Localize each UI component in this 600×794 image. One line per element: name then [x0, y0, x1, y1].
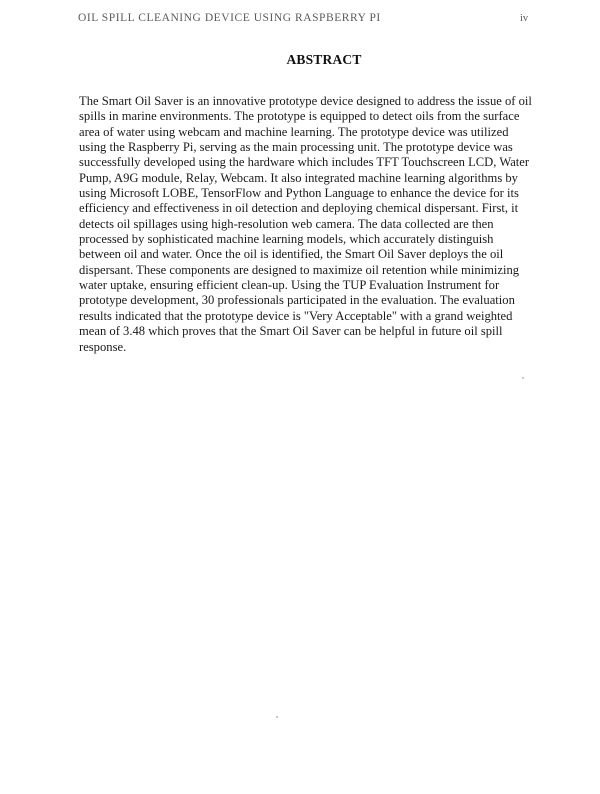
page-header — [78, 12, 528, 28]
abstract-line: spills in marine environments. The prototype is equipped to detect oils from the surface — [79, 109, 520, 124]
abstract-line: The Smart Oil Saver is an innovative prototype device designed to address the issue of oil — [79, 94, 532, 108]
page-number: iv — [520, 13, 529, 24]
abstract-line: processed by sophisticated machine learning models, which accurately distinguish — [79, 232, 494, 247]
abstract-line: mean of 3.48 which proves that the Smart Oil Saver can be helpful in future oil spill — [79, 324, 503, 339]
abstract-line: detects oil spillages using high-resolution web camera. The data collected are then — [79, 216, 494, 231]
abstract-line: results indicated that the prototype device is "Very Acceptable" with a grand weighted — [79, 308, 513, 323]
abstract-line: prototype development, 30 professionals participated in the evaluation. The evaluation — [79, 293, 515, 308]
scan-speck — [276, 716, 278, 718]
scan-speck — [522, 377, 524, 379]
abstract-line: response. — [79, 339, 127, 354]
abstract-line: using Microsoft LOBE, TensorFlow and Python Language to enhance the device for its — [79, 186, 519, 201]
abstract-line: using the Raspberry Pi, serving as the main processing unit. The prototype device was — [79, 140, 513, 155]
abstract-line: between oil and water. Once the oil is identified, the Smart Oil Saver deploys the oil — [79, 247, 504, 262]
abstract-line: Pump, A9G module, Relay, Webcam. It also integrated machine learning algorithms by — [79, 170, 518, 185]
abstract-line: successfully developed using the hardware which includes TFT Touchscreen LCD, Water — [79, 155, 530, 170]
running-title: OIL SPILL CLEANING DEVICE USING RASPBERRY PI — [78, 12, 381, 24]
abstract-line: water uptake, ensuring efficient clean-up. Using the TUP Evaluation Instrument for — [79, 278, 500, 293]
abstract-line: area of water using webcam and machine learning. The prototype device was utilized — [79, 124, 509, 139]
abstract-line: dispersant. These components are designed to maximize oil retention while minimizing — [79, 262, 520, 277]
abstract-heading: ABSTRACT — [286, 52, 362, 67]
abstract-line: efficiency and effectiveness in oil detection and deploying chemical dispersant. First, it — [79, 201, 519, 216]
abstract-paragraph — [79, 94, 541, 355]
